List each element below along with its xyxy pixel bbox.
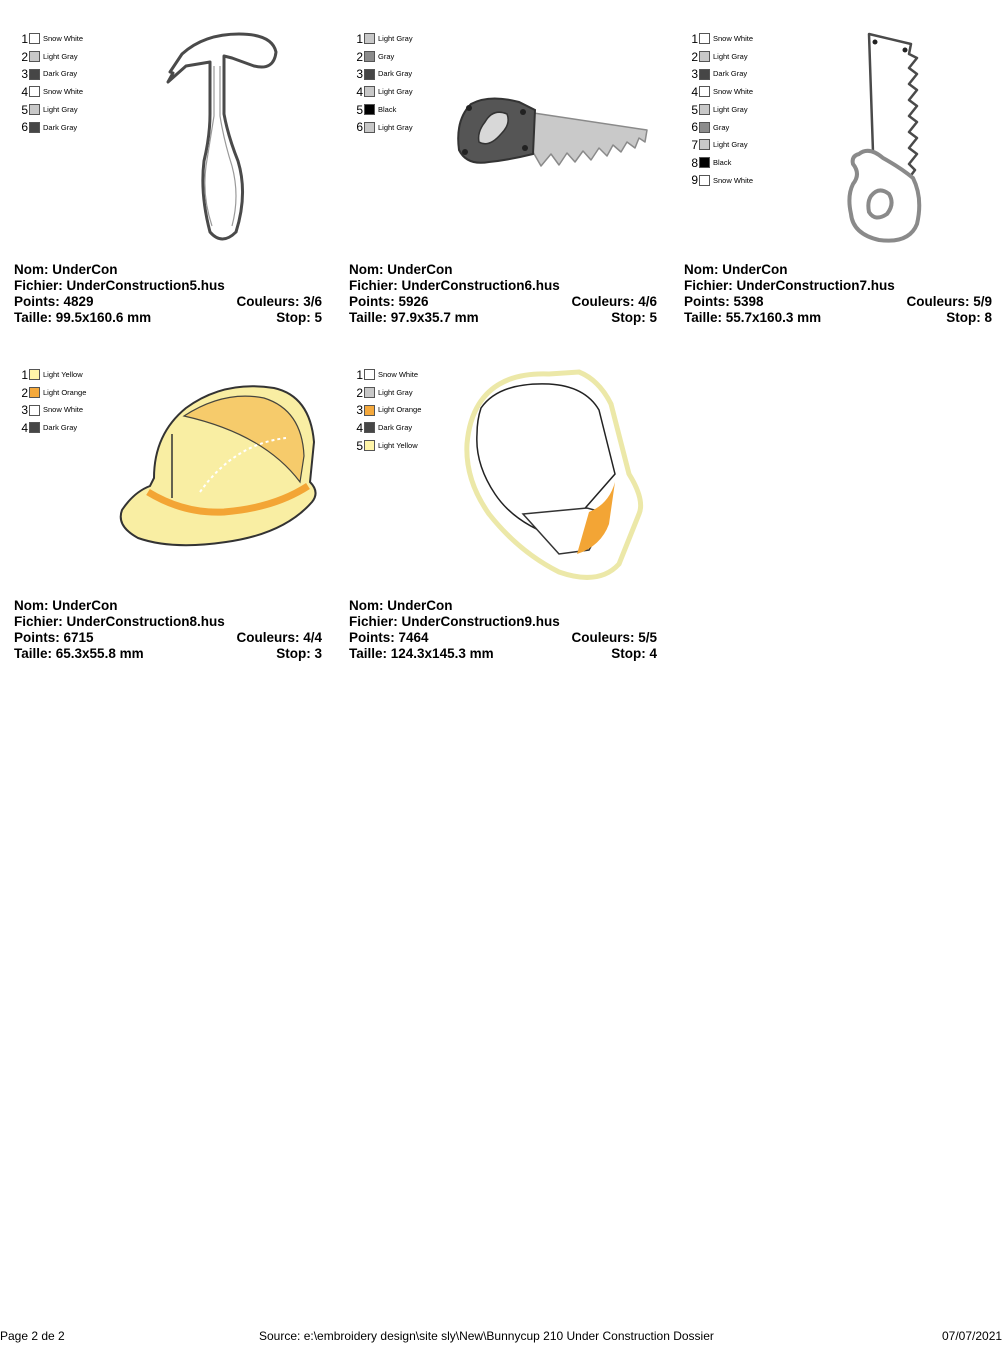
- thread-color-name: Light Gray: [378, 34, 413, 44]
- thread-color-name: Black: [713, 157, 732, 167]
- thread-color-swatch: [29, 422, 40, 433]
- thread-row: [689, 30, 753, 48]
- thread-color-swatch: [699, 175, 710, 186]
- thread-color-name: Light Gray: [378, 387, 413, 397]
- thread-color-name: Light Gray: [713, 140, 748, 150]
- thread-color-swatch: [29, 387, 40, 398]
- thread-color-name: Snow White: [713, 34, 754, 44]
- thread-number: 1: [356, 31, 363, 46]
- design-stops: Stop: 4: [611, 646, 657, 661]
- thread-number: 1: [691, 31, 698, 46]
- thread-color-name: Light Orange: [378, 405, 422, 415]
- thread-color-name: Snow White: [43, 34, 84, 44]
- design-colors: Couleurs: 4/4: [236, 630, 322, 645]
- thread-color-name: Light Orange: [43, 387, 87, 397]
- thread-number: 6: [21, 120, 28, 135]
- thread-legend: [354, 366, 421, 454]
- design-name: Nom: UnderCon: [14, 598, 118, 613]
- thread-number: 1: [21, 31, 28, 46]
- design-stops: Stop: 8: [946, 310, 992, 325]
- thread-legend: [19, 366, 86, 437]
- design-colors: Couleurs: 4/6: [571, 294, 657, 309]
- thread-row: [354, 401, 421, 419]
- thread-number: 5: [356, 102, 363, 117]
- design-colors: Couleurs: 5/9: [906, 294, 992, 309]
- design-name: Nom: UnderCon: [349, 598, 453, 613]
- thread-color-swatch: [364, 122, 375, 133]
- thread-color-swatch: [364, 33, 375, 44]
- thread-legend: [354, 30, 413, 136]
- thread-color-swatch: [699, 69, 710, 80]
- thread-color-swatch: [29, 51, 40, 62]
- thread-color-name: Snow White: [713, 175, 754, 185]
- thread-row: [19, 65, 83, 83]
- design-size: Taille: 97.9x35.7 mm: [349, 310, 479, 325]
- thread-number: 4: [691, 84, 698, 99]
- thread-color-swatch: [364, 405, 375, 416]
- handsaw-horizontal-icon: [449, 90, 659, 180]
- thread-legend: [689, 30, 753, 189]
- design-file: Fichier: UnderConstruction9.hus: [349, 614, 560, 629]
- thread-color-name: Light Yellow: [378, 440, 418, 450]
- thread-color-swatch: [364, 369, 375, 380]
- design-info: [14, 598, 322, 662]
- handsaw-vertical-icon: [839, 28, 949, 248]
- thread-row: [19, 30, 83, 48]
- thread-color-name: Light Gray: [713, 104, 748, 114]
- thread-number: 6: [691, 120, 698, 135]
- thread-color-name: Dark Gray: [43, 423, 78, 433]
- thread-color-swatch: [364, 387, 375, 398]
- thread-color-swatch: [29, 369, 40, 380]
- thread-color-name: Dark Gray: [43, 122, 78, 132]
- thread-color-swatch: [699, 104, 710, 115]
- thread-color-name: Snow White: [43, 87, 84, 97]
- design-card: [349, 20, 667, 340]
- thread-row: [689, 172, 753, 190]
- thread-color-name: Light Gray: [378, 87, 413, 97]
- thread-color-name: Dark Gray: [43, 69, 78, 79]
- design-info: [349, 262, 657, 326]
- design-size: Taille: 99.5x160.6 mm: [14, 310, 152, 325]
- design-stops: Stop: 3: [276, 646, 322, 661]
- design-stops: Stop: 5: [276, 310, 322, 325]
- design-name: Nom: UnderCon: [684, 262, 788, 277]
- thread-row: [354, 118, 413, 136]
- design-card: [684, 20, 1002, 340]
- thread-number: 2: [356, 385, 363, 400]
- thread-row: [354, 366, 421, 384]
- thread-color-name: Black: [378, 104, 397, 114]
- thread-row: [689, 154, 753, 172]
- thread-color-name: Gray: [713, 122, 730, 132]
- thread-number: 3: [21, 403, 28, 418]
- thread-row: [689, 83, 753, 101]
- thread-number: 4: [356, 420, 363, 435]
- thread-color-name: Dark Gray: [713, 69, 748, 79]
- hard-hat-applique-icon: [459, 364, 649, 584]
- thread-number: 1: [21, 367, 28, 382]
- thread-number: 5: [691, 102, 698, 117]
- thread-number: 8: [691, 155, 698, 170]
- thread-row: [19, 419, 86, 437]
- thread-row: [354, 101, 413, 119]
- hammer-icon: [144, 26, 294, 246]
- design-size: Taille: 55.7x160.3 mm: [684, 310, 822, 325]
- design-file: Fichier: UnderConstruction5.hus: [14, 278, 225, 293]
- thread-row: [354, 30, 413, 48]
- thread-row: [689, 48, 753, 66]
- thread-color-name: Dark Gray: [378, 423, 413, 433]
- design-size: Taille: 124.3x145.3 mm: [349, 646, 494, 661]
- thread-color-name: Gray: [378, 51, 395, 61]
- thread-color-name: Snow White: [378, 370, 419, 380]
- design-file: Fichier: UnderConstruction7.hus: [684, 278, 895, 293]
- thread-color-swatch: [29, 33, 40, 44]
- thread-number: 1: [356, 367, 363, 382]
- thread-color-swatch: [29, 405, 40, 416]
- footer-source-path: Source: e:\embroidery design\site sly\New\Bunnycup 210 Under Construction Dossier: [259, 1329, 714, 1343]
- thread-number: 3: [356, 67, 363, 82]
- design-colors: Couleurs: 3/6: [236, 294, 322, 309]
- thread-color-name: Light Gray: [713, 51, 748, 61]
- thread-number: 7: [691, 137, 698, 152]
- design-name: Nom: UnderCon: [14, 262, 118, 277]
- thread-color-swatch: [699, 51, 710, 62]
- thread-row: [19, 48, 83, 66]
- design-info: [684, 262, 992, 326]
- thread-color-name: Light Gray: [43, 104, 78, 114]
- design-stops: Stop: 5: [611, 310, 657, 325]
- design-points: Points: 7464: [349, 630, 429, 645]
- design-size: Taille: 65.3x55.8 mm: [14, 646, 144, 661]
- thread-color-name: Light Yellow: [43, 370, 83, 380]
- design-points: Points: 5926: [349, 294, 429, 309]
- thread-number: 4: [21, 84, 28, 99]
- thread-color-swatch: [699, 33, 710, 44]
- thread-color-swatch: [29, 86, 40, 97]
- thread-number: 3: [21, 67, 28, 82]
- design-card: [14, 20, 332, 340]
- thread-color-swatch: [364, 86, 375, 97]
- thread-number: 2: [356, 49, 363, 64]
- design-info: [349, 598, 657, 662]
- thread-number: 5: [356, 438, 363, 453]
- thread-row: [354, 83, 413, 101]
- thread-number: 6: [356, 120, 363, 135]
- thread-number: 3: [356, 403, 363, 418]
- footer-page-number: Page 2 de 2: [0, 1329, 65, 1343]
- thread-row: [354, 48, 413, 66]
- thread-row: [354, 419, 421, 437]
- thread-color-name: Light Gray: [378, 122, 413, 132]
- thread-row: [354, 384, 421, 402]
- design-file: Fichier: UnderConstruction6.hus: [349, 278, 560, 293]
- thread-color-swatch: [699, 122, 710, 133]
- thread-row: [19, 118, 83, 136]
- thread-row: [19, 101, 83, 119]
- thread-number: 9: [691, 173, 698, 188]
- thread-color-swatch: [29, 122, 40, 133]
- thread-number: 3: [691, 67, 698, 82]
- thread-row: [19, 384, 86, 402]
- thread-color-swatch: [364, 69, 375, 80]
- thread-row: [689, 136, 753, 154]
- thread-number: 2: [691, 49, 698, 64]
- thread-row: [19, 401, 86, 419]
- thread-color-swatch: [364, 104, 375, 115]
- design-name: Nom: UnderCon: [349, 262, 453, 277]
- design-points: Points: 6715: [14, 630, 94, 645]
- thread-color-name: Snow White: [713, 87, 754, 97]
- thread-number: 5: [21, 102, 28, 117]
- thread-row: [689, 101, 753, 119]
- thread-row: [19, 366, 86, 384]
- thread-number: 2: [21, 385, 28, 400]
- thread-color-name: Light Gray: [43, 51, 78, 61]
- hard-hat-icon: [114, 374, 324, 554]
- thread-row: [19, 83, 83, 101]
- thread-color-swatch: [364, 51, 375, 62]
- thread-color-name: Snow White: [43, 405, 84, 415]
- thread-row: [689, 118, 753, 136]
- design-card: [349, 356, 667, 676]
- thread-legend: [19, 30, 83, 136]
- thread-color-swatch: [699, 157, 710, 168]
- design-info: [14, 262, 322, 326]
- footer-date: 07/07/2021: [942, 1329, 1003, 1343]
- thread-color-name: Dark Gray: [378, 69, 413, 79]
- thread-color-swatch: [364, 422, 375, 433]
- design-colors: Couleurs: 5/5: [571, 630, 657, 645]
- thread-color-swatch: [699, 139, 710, 150]
- thread-row: [354, 65, 413, 83]
- design-points: Points: 5398: [684, 294, 764, 309]
- thread-color-swatch: [29, 69, 40, 80]
- thread-color-swatch: [364, 440, 375, 451]
- thread-color-swatch: [699, 86, 710, 97]
- thread-number: 4: [21, 420, 28, 435]
- thread-number: 2: [21, 49, 28, 64]
- design-points: Points: 4829: [14, 294, 94, 309]
- design-card: [14, 356, 332, 676]
- thread-row: [689, 65, 753, 83]
- thread-row: [354, 437, 421, 455]
- thread-color-swatch: [29, 104, 40, 115]
- thread-number: 4: [356, 84, 363, 99]
- design-file: Fichier: UnderConstruction8.hus: [14, 614, 225, 629]
